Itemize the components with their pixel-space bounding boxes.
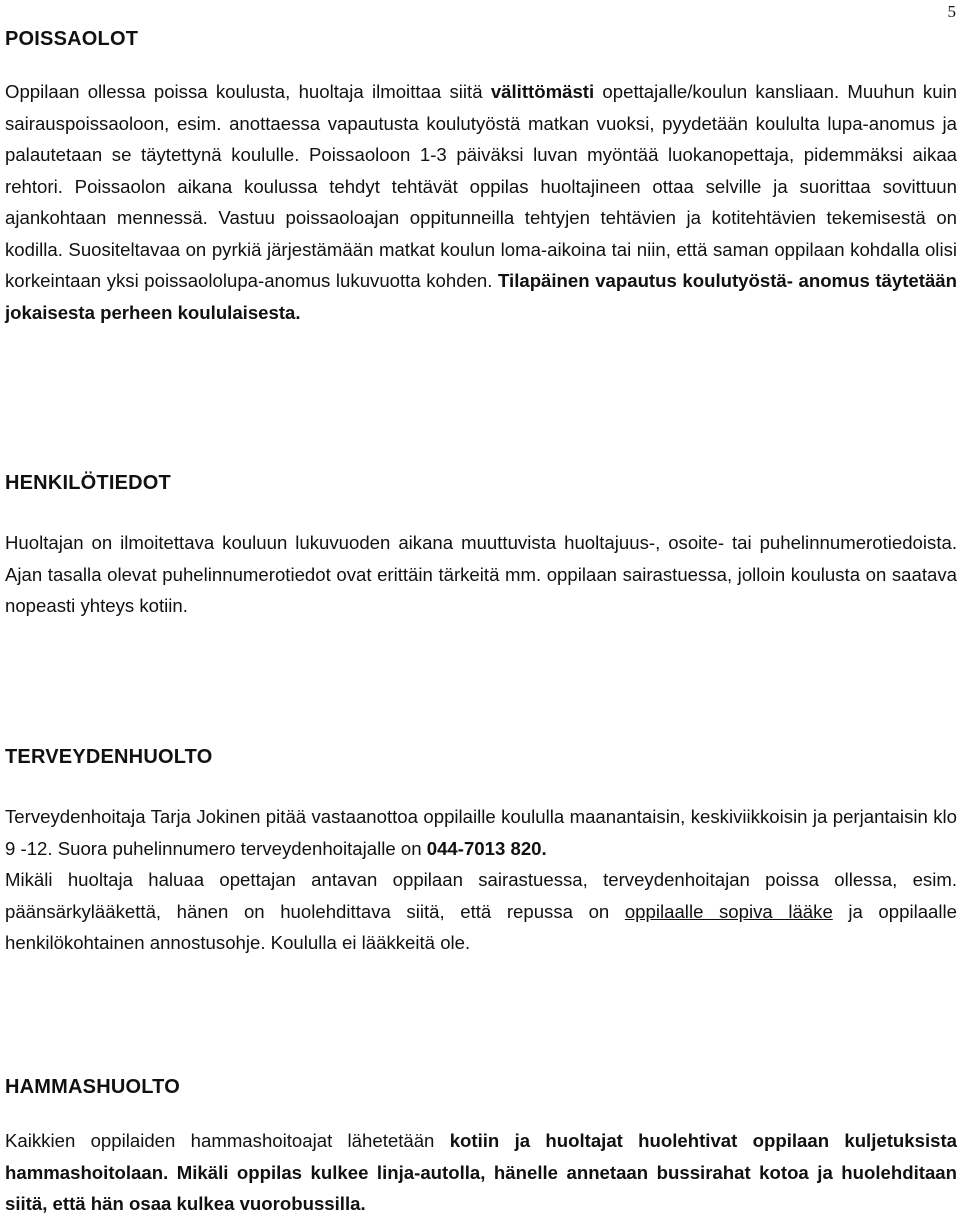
section-terveydenhuolto [5, 746, 957, 959]
heading-poissaolot: POISSAOLOT [5, 28, 139, 50]
page-number: 5 [947, 2, 956, 21]
underlined-medicine: oppilaalle sopiva lääke [624, 900, 833, 922]
text-span: opettajalle/koulun kansliaan. Muuhun kuin sairauspoissaoloon, esim. anottaessa vapautusta koulutyöstä matkan vuoksi, pyydetään koululta lupa-anomus ja palautetaan se täytettynä koululle. Poissaoloon 1-3 päiväksi luvan myöntää luokanopettaja, pidemmäksi aikaa rehtori. Poissaolon aikana koulussa tehdyt tehtävät oppilas huoltajineen ottaa selville ja suorittaa sovittuun ajankohtaan mennessä. Vastuu poissaoloajan oppitunneilla tehtyjen tehtävien ja kotitehtävien tekemisestä on kodilla. Suositeltavaa on pyrkiä järjestämään matkat koulun loma-aikoina tai niin, että saman oppilaan kohdalla olisi korkeintaan yksi poissaololupa-anomus lukuvuotta kohden. [5, 81, 958, 291]
text-span: ja oppilaalle henkilökohtainen annostusohje. Koululla ei lääkkeitä ole. [5, 900, 957, 953]
text-span: Oppilaan ollessa poissa koulusta, huoltaja ilmoittaa siitä [5, 81, 491, 102]
heading-hammashuolto: HAMMASHUOLTO [5, 1076, 180, 1098]
paragraph-poissaolot [5, 76, 957, 328]
section-poissaolot [5, 28, 957, 328]
paragraph-hammashuolto [5, 1125, 957, 1220]
section-henkilotiedot [5, 472, 957, 622]
heading-henkilotiedot: HENKILÖTIEDOT [5, 472, 171, 494]
emphasis-temporary-leave: Tilapäinen vapautus koulutyöstä- anomus täytetään jokaisesta perheen koululaisesta. [5, 270, 957, 323]
text-span: Mikäli huoltaja haluaa opettajan antavan oppilaan sairastuessa, terveydenhoitajan poissa ollessa, esim. päänsärkylääkettä, hänen on huolehdittava siitä, että repussa on [5, 869, 957, 922]
emphasis-transport: kotiin ja huoltajat huolehtivat oppilaan kuljetuksista hammashoitolaan. Mikäli oppilas kulkee linja-autolla, hänelle annetaan bussirahat kotoa ja huolehditaan siitä, että hän osaa kulkea vuorobussilla. [5, 1130, 957, 1214]
section-hammashuolto [5, 1076, 957, 1220]
phone-number: 044-7013 820. [426, 837, 547, 859]
heading-terveydenhuolto: TERVEYDENHUOLTO [5, 746, 213, 768]
text-span: Kaikkien oppilaiden hammashoitoajat lähetetään [5, 1130, 450, 1151]
paragraph-terveydenhuolto-2 [5, 864, 957, 959]
paragraph-henkilotiedot [5, 527, 957, 622]
text-span: Terveydenhoitaja Tarja Jokinen pitää vastaanottoa oppilaille koululla maanantaisin, keskiviikkoisin ja perjantaisin klo 9 -12. Suora puhelinnumero terveydenhoitajalle on [5, 806, 957, 859]
text-span: Huoltajan on ilmoitettava kouluun lukuvuoden aikana muuttuvista huoltajuus-, osoite- tai puhelinnumerotiedoista. Ajan tasalla olevat puhelinnumerotiedot ovat erittäin tärkeitä mm. oppilaan sairastuessa, jolloin koulusta on saatava nopeasti yhteys kotiin. [5, 532, 957, 616]
paragraph-terveydenhuolto-1 [5, 801, 957, 864]
emphasis-immediately: välittömästi [490, 81, 595, 102]
